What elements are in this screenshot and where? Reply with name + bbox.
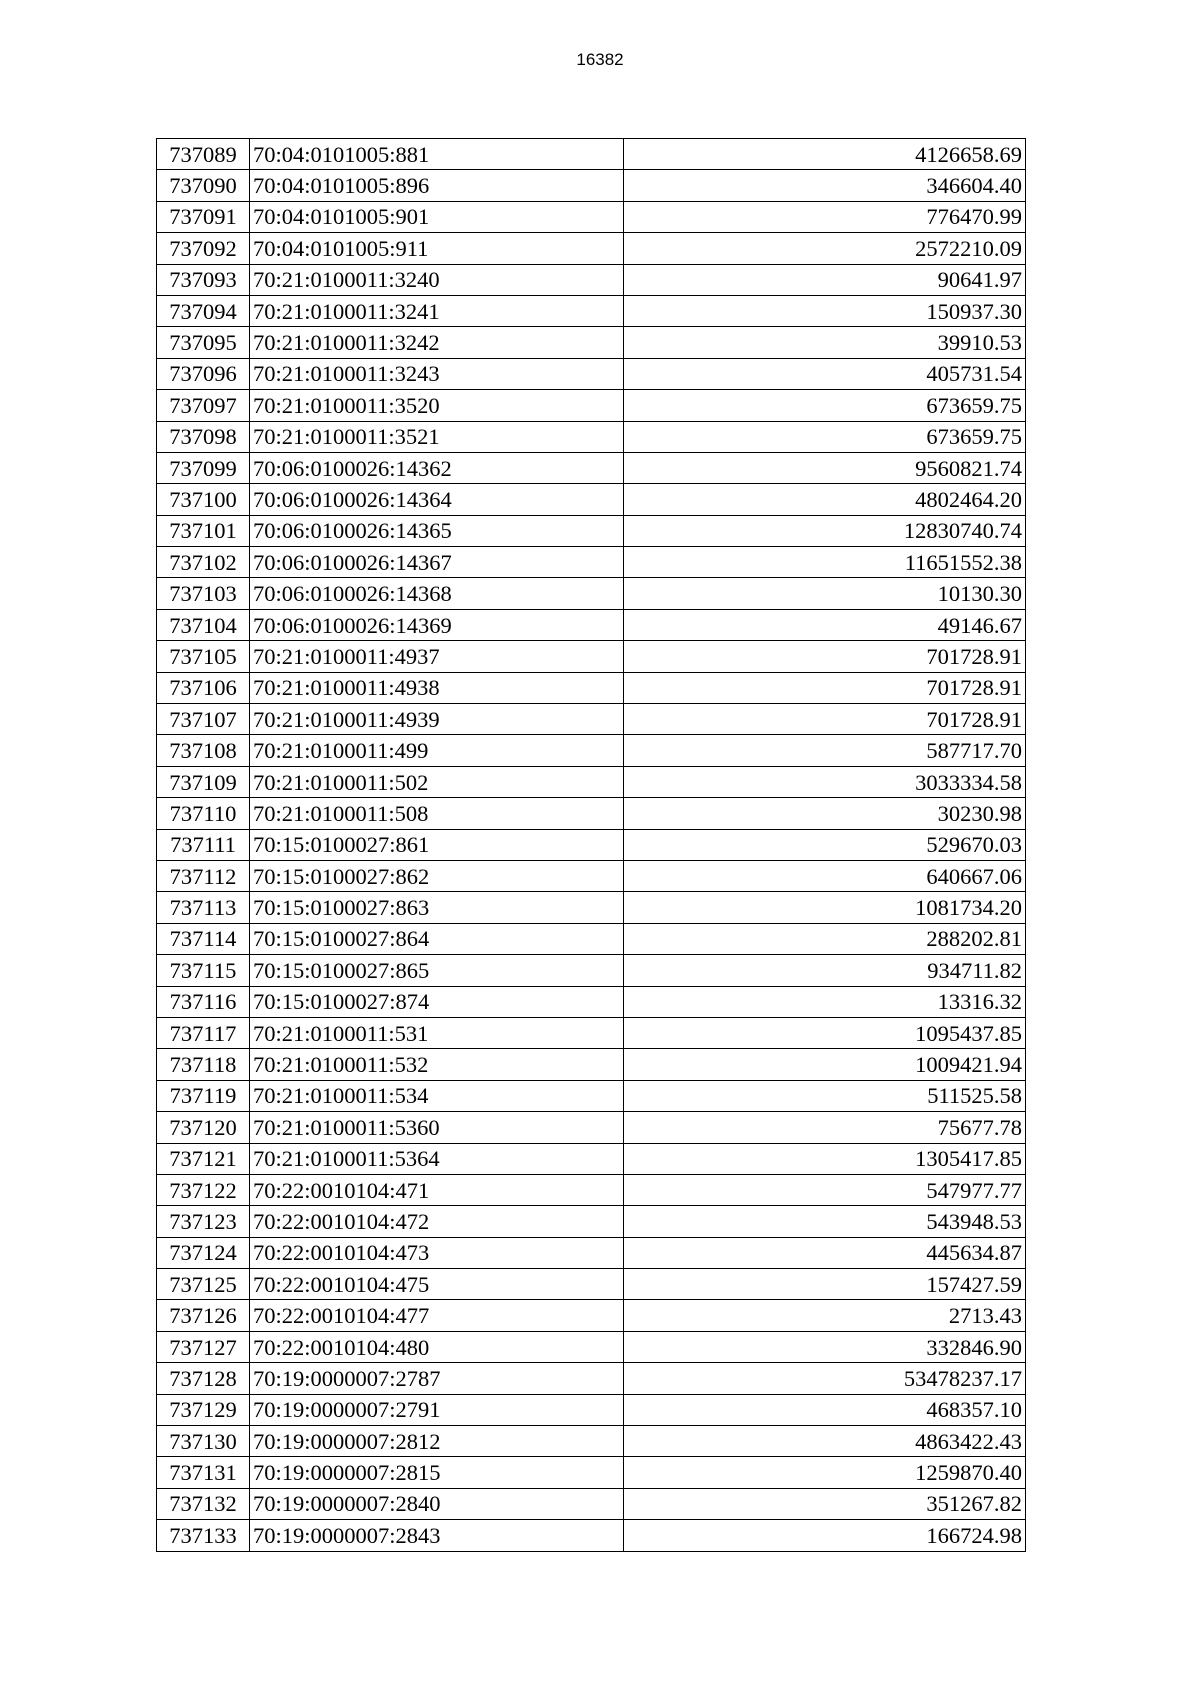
- row-number: 737089: [157, 139, 250, 170]
- cadastral-number: 70:19:0000007:2787: [250, 1363, 624, 1394]
- cadastral-value: 10130.30: [624, 578, 1026, 609]
- cadastral-value: 75677.78: [624, 1112, 1026, 1143]
- table-row: [157, 421, 1026, 452]
- cadastral-number: 70:06:0100026:14369: [250, 609, 624, 640]
- cadastral-number: 70:21:0100011:3242: [250, 327, 624, 358]
- cadastral-number: 70:21:0100011:499: [250, 735, 624, 766]
- row-number: 737129: [157, 1394, 250, 1425]
- cadastral-value: 701728.91: [624, 704, 1026, 735]
- cadastral-number: 70:21:0100011:3241: [250, 295, 624, 326]
- cadastral-number: 70:15:0100027:865: [250, 955, 624, 986]
- cadastral-number: 70:04:0101005:896: [250, 170, 624, 201]
- cadastral-number: 70:04:0101005:881: [250, 139, 624, 170]
- cadastral-number: 70:06:0100026:14365: [250, 515, 624, 546]
- table-body: [157, 139, 1026, 1552]
- table-row: [157, 170, 1026, 201]
- cadastral-number: 70:15:0100027:861: [250, 829, 624, 860]
- cadastral-value: 1009421.94: [624, 1049, 1026, 1080]
- row-number: 737131: [157, 1457, 250, 1488]
- table-row: [157, 1363, 1026, 1394]
- row-number: 737091: [157, 201, 250, 232]
- cadastral-number: 70:22:0010104:480: [250, 1331, 624, 1362]
- row-number: 737118: [157, 1049, 250, 1080]
- cadastral-number: 70:06:0100026:14364: [250, 484, 624, 515]
- row-number: 737123: [157, 1206, 250, 1237]
- cadastral-number: 70:22:0010104:472: [250, 1206, 624, 1237]
- table-row: [157, 1457, 1026, 1488]
- cadastral-value: 673659.75: [624, 421, 1026, 452]
- table-row: [157, 829, 1026, 860]
- row-number: 737106: [157, 672, 250, 703]
- row-number: 737092: [157, 233, 250, 264]
- cadastral-number: 70:15:0100027:864: [250, 923, 624, 954]
- cadastral-value: 53478237.17: [624, 1363, 1026, 1394]
- cadastral-value: 49146.67: [624, 609, 1026, 640]
- table-row: [157, 860, 1026, 891]
- cadastral-number: 70:21:0100011:4938: [250, 672, 624, 703]
- cadastral-value: 4126658.69: [624, 139, 1026, 170]
- cadastral-value: 1259870.40: [624, 1457, 1026, 1488]
- cadastral-value: 150937.30: [624, 295, 1026, 326]
- cadastral-number: 70:19:0000007:2791: [250, 1394, 624, 1425]
- row-number: 737108: [157, 735, 250, 766]
- cadastral-value: 511525.58: [624, 1080, 1026, 1111]
- table-row: [157, 358, 1026, 389]
- cadastral-value: 1095437.85: [624, 1017, 1026, 1048]
- cadastral-value: 673659.75: [624, 390, 1026, 421]
- cadastral-number: 70:06:0100026:14367: [250, 547, 624, 578]
- table-row: [157, 390, 1026, 421]
- table-row: [157, 766, 1026, 797]
- cadastral-number: 70:19:0000007:2815: [250, 1457, 624, 1488]
- table-row: [157, 139, 1026, 170]
- table-row: [157, 484, 1026, 515]
- table-row: [157, 327, 1026, 358]
- cadastral-value: 1081734.20: [624, 892, 1026, 923]
- row-number: 737098: [157, 421, 250, 452]
- cadastral-value: 547977.77: [624, 1174, 1026, 1205]
- row-number: 737104: [157, 609, 250, 640]
- row-number: 737109: [157, 766, 250, 797]
- cadastral-number: 70:06:0100026:14362: [250, 452, 624, 483]
- table-row: [157, 1426, 1026, 1457]
- cadastral-number: 70:22:0010104:475: [250, 1269, 624, 1300]
- cadastral-value: 4802464.20: [624, 484, 1026, 515]
- table-row: [157, 452, 1026, 483]
- cadastral-number: 70:21:0100011:4939: [250, 704, 624, 735]
- table-row: [157, 1143, 1026, 1174]
- table-row: [157, 1237, 1026, 1268]
- row-number: 737122: [157, 1174, 250, 1205]
- row-number: 737113: [157, 892, 250, 923]
- cadastral-number: 70:21:0100011:4937: [250, 641, 624, 672]
- cadastral-number: 70:22:0010104:473: [250, 1237, 624, 1268]
- row-number: 737128: [157, 1363, 250, 1394]
- cadastral-value: 30230.98: [624, 798, 1026, 829]
- cadastral-number: 70:21:0100011:508: [250, 798, 624, 829]
- table-row: [157, 547, 1026, 578]
- cadastral-value: 12830740.74: [624, 515, 1026, 546]
- row-number: 737090: [157, 170, 250, 201]
- row-number: 737121: [157, 1143, 250, 1174]
- row-number: 737119: [157, 1080, 250, 1111]
- cadastral-number: 70:04:0101005:901: [250, 201, 624, 232]
- cadastral-value: 4863422.43: [624, 1426, 1026, 1457]
- cadastral-number: 70:21:0100011:3240: [250, 264, 624, 295]
- cadastral-number: 70:22:0010104:477: [250, 1300, 624, 1331]
- cadastral-value: 166724.98: [624, 1520, 1026, 1551]
- cadastral-value: 13316.32: [624, 986, 1026, 1017]
- row-number: 737093: [157, 264, 250, 295]
- table-row: [157, 1488, 1026, 1519]
- cadastral-value: 543948.53: [624, 1206, 1026, 1237]
- row-number: 737096: [157, 358, 250, 389]
- row-number: 737095: [157, 327, 250, 358]
- table-row: [157, 233, 1026, 264]
- table-row: [157, 1520, 1026, 1551]
- row-number: 737120: [157, 1112, 250, 1143]
- table-row: [157, 1300, 1026, 1331]
- row-number: 737126: [157, 1300, 250, 1331]
- row-number: 737101: [157, 515, 250, 546]
- table-row: [157, 295, 1026, 326]
- row-number: 737125: [157, 1269, 250, 1300]
- row-number: 737133: [157, 1520, 250, 1551]
- cadastral-value: 640667.06: [624, 860, 1026, 891]
- table-row: [157, 201, 1026, 232]
- cadastral-value: 39910.53: [624, 327, 1026, 358]
- cadastral-value: 701728.91: [624, 672, 1026, 703]
- cadastral-value: 351267.82: [624, 1488, 1026, 1519]
- table-row: [157, 955, 1026, 986]
- cadastral-value: 934711.82: [624, 955, 1026, 986]
- row-number: 737127: [157, 1331, 250, 1362]
- table-row: [157, 578, 1026, 609]
- table-row: [157, 735, 1026, 766]
- row-number: 737116: [157, 986, 250, 1017]
- table-row: [157, 609, 1026, 640]
- cadastral-value: 332846.90: [624, 1331, 1026, 1362]
- cadastral-number: 70:21:0100011:3521: [250, 421, 624, 452]
- cadastral-value: 288202.81: [624, 923, 1026, 954]
- row-number: 737132: [157, 1488, 250, 1519]
- table-row: [157, 672, 1026, 703]
- cadastral-number: 70:19:0000007:2843: [250, 1520, 624, 1551]
- row-number: 737105: [157, 641, 250, 672]
- cadastral-number: 70:21:0100011:3243: [250, 358, 624, 389]
- row-number: 737115: [157, 955, 250, 986]
- table-row: [157, 1394, 1026, 1425]
- cadastral-number: 70:21:0100011:534: [250, 1080, 624, 1111]
- table-row: [157, 1206, 1026, 1237]
- table-row: [157, 1049, 1026, 1080]
- cadastral-value: 587717.70: [624, 735, 1026, 766]
- cadastral-value-table: [156, 138, 1026, 1552]
- row-number: 737117: [157, 1017, 250, 1048]
- cadastral-value: 3033334.58: [624, 766, 1026, 797]
- cadastral-value: 2572210.09: [624, 233, 1026, 264]
- cadastral-number: 70:04:0101005:911: [250, 233, 624, 264]
- row-number: 737124: [157, 1237, 250, 1268]
- cadastral-value: 2713.43: [624, 1300, 1026, 1331]
- table-row: [157, 264, 1026, 295]
- cadastral-value: 701728.91: [624, 641, 1026, 672]
- table-row: [157, 515, 1026, 546]
- cadastral-value: 776470.99: [624, 201, 1026, 232]
- row-number: 737107: [157, 704, 250, 735]
- cadastral-number: 70:21:0100011:5360: [250, 1112, 624, 1143]
- table-row: [157, 1174, 1026, 1205]
- row-number: 737130: [157, 1426, 250, 1457]
- row-number: 737097: [157, 390, 250, 421]
- cadastral-value: 157427.59: [624, 1269, 1026, 1300]
- table-row: [157, 1080, 1026, 1111]
- cadastral-number: 70:21:0100011:502: [250, 766, 624, 797]
- table-row: [157, 923, 1026, 954]
- table-row: [157, 1017, 1026, 1048]
- table-row: [157, 704, 1026, 735]
- cadastral-number: 70:21:0100011:531: [250, 1017, 624, 1048]
- cadastral-number: 70:21:0100011:5364: [250, 1143, 624, 1174]
- cadastral-number: 70:19:0000007:2812: [250, 1426, 624, 1457]
- cadastral-number: 70:15:0100027:863: [250, 892, 624, 923]
- row-number: 737100: [157, 484, 250, 515]
- table-row: [157, 1112, 1026, 1143]
- cadastral-value: 346604.40: [624, 170, 1026, 201]
- cadastral-value: 11651552.38: [624, 547, 1026, 578]
- cadastral-value: 90641.97: [624, 264, 1026, 295]
- cadastral-number: 70:21:0100011:3520: [250, 390, 624, 421]
- cadastral-value: 445634.87: [624, 1237, 1026, 1268]
- row-number: 737102: [157, 547, 250, 578]
- cadastral-value: 1305417.85: [624, 1143, 1026, 1174]
- cadastral-value: 529670.03: [624, 829, 1026, 860]
- table-row: [157, 986, 1026, 1017]
- row-number: 737112: [157, 860, 250, 891]
- cadastral-number: 70:21:0100011:532: [250, 1049, 624, 1080]
- row-number: 737103: [157, 578, 250, 609]
- cadastral-number: 70:06:0100026:14368: [250, 578, 624, 609]
- row-number: 737114: [157, 923, 250, 954]
- cadastral-value: 405731.54: [624, 358, 1026, 389]
- cadastral-number: 70:19:0000007:2840: [250, 1488, 624, 1519]
- page-number: 16382: [576, 50, 624, 69]
- cadastral-number: 70:15:0100027:862: [250, 860, 624, 891]
- table-row: [157, 892, 1026, 923]
- row-number: 737110: [157, 798, 250, 829]
- row-number: 737094: [157, 295, 250, 326]
- table-row: [157, 1331, 1026, 1362]
- row-number: 737111: [157, 829, 250, 860]
- cadastral-number: 70:22:0010104:471: [250, 1174, 624, 1205]
- row-number: 737099: [157, 452, 250, 483]
- cadastral-value: 9560821.74: [624, 452, 1026, 483]
- cadastral-number: 70:15:0100027:874: [250, 986, 624, 1017]
- cadastral-value: 468357.10: [624, 1394, 1026, 1425]
- table-row: [157, 1269, 1026, 1300]
- table-row: [157, 641, 1026, 672]
- table-row: [157, 798, 1026, 829]
